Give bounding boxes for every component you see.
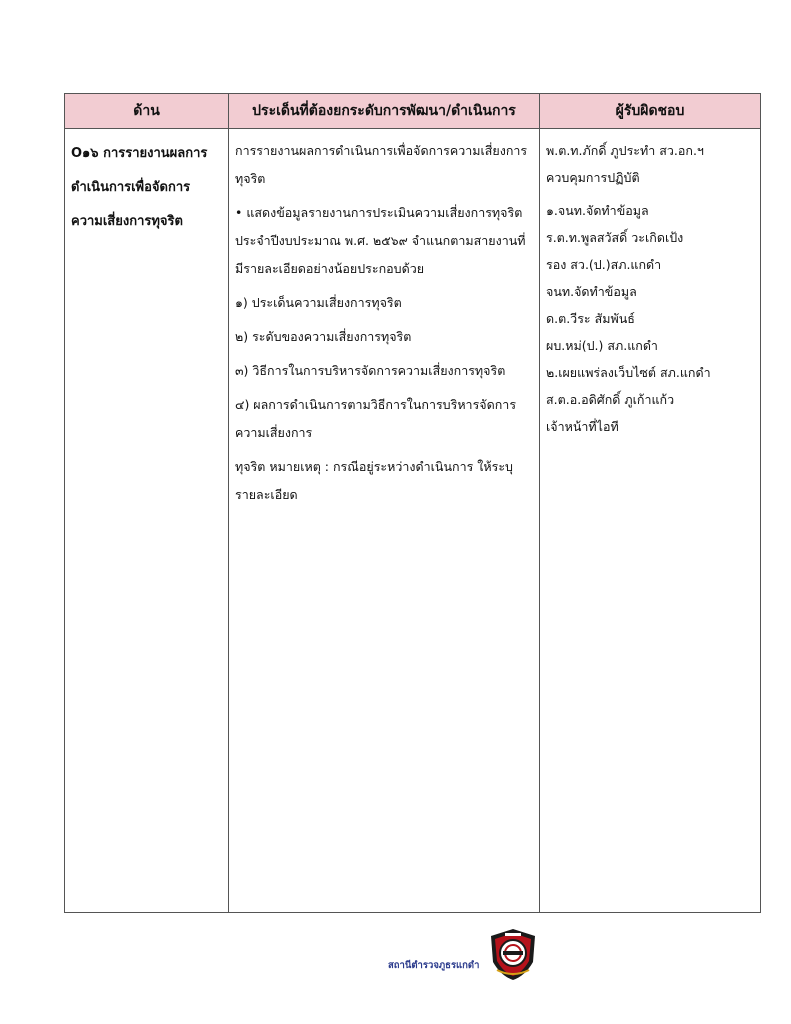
- issue-item-3: ๓) วิธีการในการบริหารจัดการความเสี่ยงการทุจริต: [235, 363, 506, 378]
- table-header-row: [65, 94, 761, 129]
- responsible-line: ควบคุมการปฏิบัติ: [546, 170, 640, 185]
- responsible-cell: [540, 129, 761, 913]
- issue-paragraph: การรายงานผลการดำเนินการเพื่อจัดการความเสี่ยงการทุจริต: [235, 143, 528, 186]
- responsible-line: ร.ต.ท.พูลสวัสดิ์ วะเกิดเป้ง: [546, 230, 684, 245]
- issue-item-2: ๒) ระดับของความเสี่ยงการทุจริต: [235, 329, 412, 344]
- responsible-line: รอง สว.(ป.)สภ.แกดำ: [546, 257, 662, 272]
- responsible-line: ๑.จนท.จัดทำข้อมูล: [546, 203, 649, 218]
- police-emblem-icon: [485, 926, 541, 982]
- responsible-line: พ.ต.ท.ภักดิ์ ภูประทำ สว.อก.ฯ: [546, 143, 704, 158]
- header-responsible: ผู้รับผิดชอบ: [540, 94, 761, 129]
- responsible-line: ผบ.หม่(ป.) สภ.แกดำ: [546, 338, 658, 353]
- aspect-line: ความเสี่ยงการทุจริต: [71, 214, 183, 229]
- aspect-cell: [65, 129, 229, 913]
- responsible-line: จนท.จัดทำข้อมูล: [546, 284, 637, 299]
- table-row: [65, 129, 761, 913]
- aspect-line: ดำเนินการเพื่อจัดการ: [71, 180, 191, 195]
- issue-note: ทุจริต หมายเหตุ : กรณีอยู่ระหว่างดำเนินการ ให้ระบุรายละเอียด: [235, 459, 513, 502]
- page-footer: [388, 926, 541, 982]
- header-aspect: ด้าน: [65, 94, 229, 129]
- responsible-line: เจ้าหน้าที่ไอที: [546, 419, 619, 434]
- issue-item-1: ๑) ประเด็นความเสี่ยงการทุจริต: [235, 295, 402, 310]
- responsibility-table: [64, 93, 761, 913]
- aspect-line: O๑๖ การรายงานผลการ: [71, 146, 208, 161]
- responsible-line: ส.ต.อ.อดิศักดิ์ ภูเก้าแก้ว: [546, 392, 675, 407]
- station-name: สถานีตำรวจภูธรแกดำ: [388, 959, 480, 971]
- issue-item-4: ๔) ผลการดำเนินการตามวิธีการในการบริหารจัดการความเสี่ยงการ: [235, 397, 517, 440]
- issue-cell: [229, 129, 540, 913]
- responsible-line: ๒.เผยแพร่ลงเว็บไซต์ สภ.แกดำ: [546, 365, 711, 380]
- header-issue: ประเด็นที่ต้องยกระดับการพัฒนา/ดำเนินการ: [229, 94, 540, 129]
- responsible-line: ด.ต.วีระ สัมพันธ์: [546, 311, 635, 326]
- issue-bullet: • แสดงข้อมูลรายงานการประเมินความเสี่ยงการทุจริตประจำปีงบประมาณ พ.ศ. ๒๕๖๙ จำแนกตามสายงานที่มีรายละเอียดอย่างน้อยประกอบด้วย: [235, 205, 526, 276]
